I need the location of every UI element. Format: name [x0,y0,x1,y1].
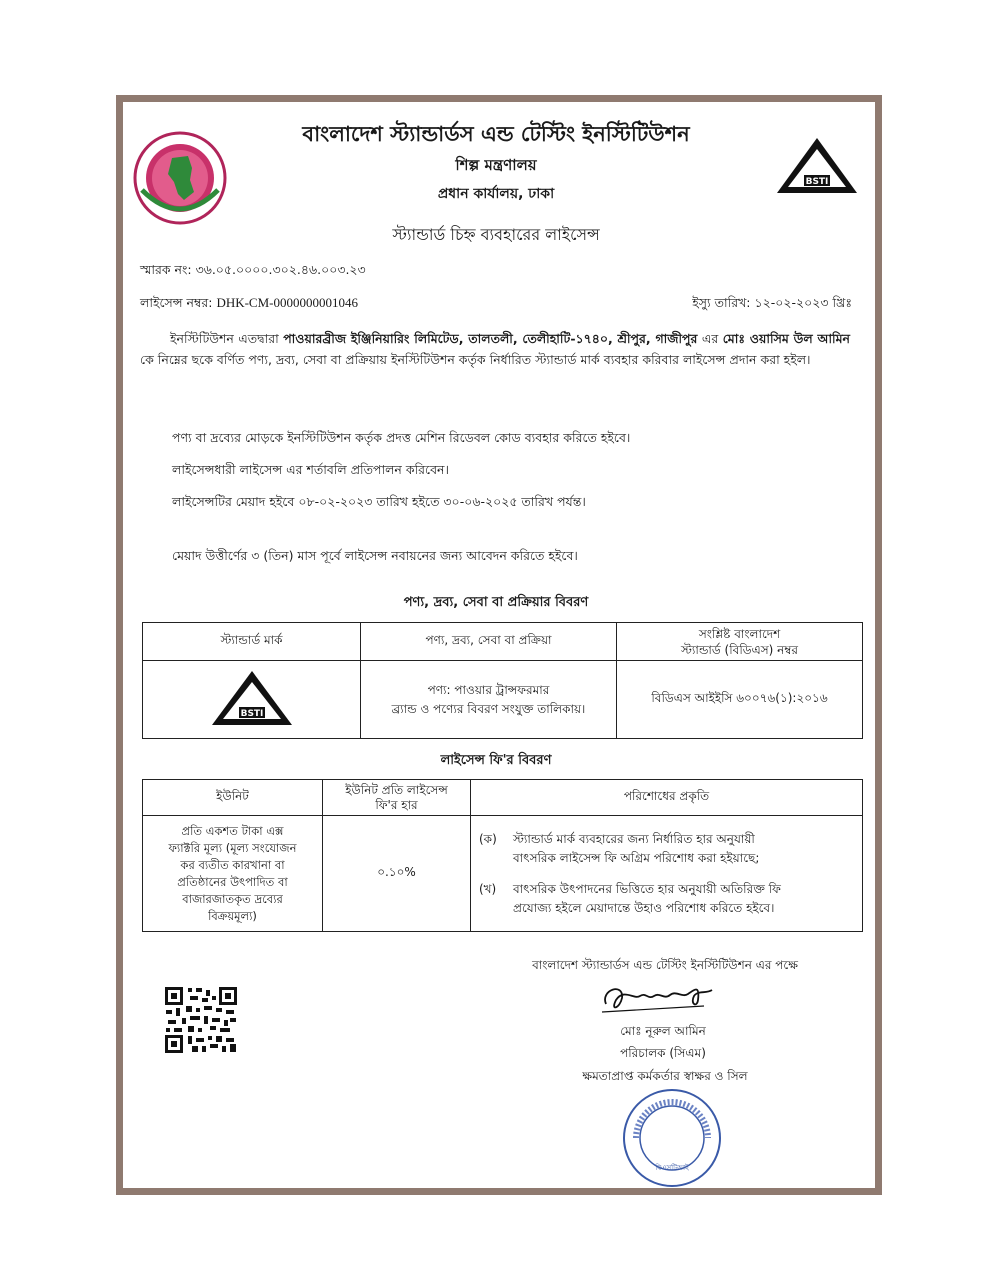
grant-paragraph [140,328,850,370]
license-number-label: লাইসেন্স নম্বর: [140,295,213,310]
authorized-signature-caption: ক্ষমতাপ্রাপ্ত কর্মকর্তার স্বাক্ষর ও সিল [582,1069,748,1083]
unit-line: বিক্রয়মূল্য) [208,908,257,923]
official-seal [620,1086,724,1190]
payment-item-kha-label: (খ) [479,881,497,896]
condition-machine-code: পণ্য বা দ্রব্যের মোড়কে ইনস্টিটিউশন কর্তৃক প্রদত্ত মেশিন রিডেবল কোড ব্যবহার করিতে হইবে। [172,430,631,445]
svg-text:বিএসটিআই: বিএসটিআই [655,1164,689,1172]
column-header-bds-number [617,623,863,661]
column-header-payment-nature: পরিশোধের প্রকৃতি [471,780,863,816]
fee-table-header-row [143,780,863,816]
fee-row [143,816,863,932]
product-name: পণ্য: পাওয়ার ট্রান্সফরমার [427,682,550,697]
payment-nature-cell [471,816,863,932]
svg-text:BSTI: BSTI [240,709,263,719]
column-header-bds-line1: সংশ্লিষ্ট বাংলাদেশ [698,626,781,641]
office-name: প্রধান কার্যালয়, ঢাকা [437,186,555,202]
payment-item-ka-line1: স্ট্যান্ডার্ড মার্ক ব্যবহারের জন্য নির্ধারিত হার অনুযায়ী [513,831,755,846]
payment-item-kha [479,880,854,918]
payment-item-kha-line1: বাৎসরিক উৎপাদনের ভিত্তিতে হার অনুযায়ী অতিরিক্ত ফি [513,881,781,896]
unit-line: বাজারজাতকৃত দ্রব্যের [182,891,283,906]
issue-date: ইস্যু তারিখ: ১২-০২-২০২৩ খ্রিঃ [692,295,852,310]
column-header-product: পণ্য, দ্রব্য, সেবা বা প্রক্রিয়া [361,623,617,661]
bsti-mark-icon [209,668,295,728]
unit-line: প্রতিষ্ঠানের উৎপাদিত বা [177,874,288,889]
document-title: স্ট্যান্ডার্ড চিহ্ন ব্যবহারের লাইসেন্স [392,225,600,244]
column-header-rate [323,780,471,816]
condition-compliance: লাইসেন্সধারী লাইসেন্স এর শর্তাবলি প্রতিপালন করিবেন। [172,462,449,477]
on-behalf-of: বাংলাদেশ স্ট্যান্ডার্ডস এন্ড টেস্টিং ইনস্টিটিউশন এর পক্ষে [532,958,798,972]
grant-text-post: কে নিম্নের ছকে বর্ণিত পণ্য, দ্রব্য, সেবা বা প্রক্রিয়ায় ইনস্টিটিউশন কর্তৃক নির্ধারিত স্ট্যান্ডার্ড মার্ক ব্যবহার করিবার লাইসেন্স প্রদান করা হইল। [140,352,811,367]
payment-item-kha-line2: প্রযোজ্য হইলে মেয়াদান্তে উহাও পরিশোধ করিতে হইবে। [513,900,775,915]
licensee-name: মোঃ ওয়াসিম উল আমিন [722,331,850,346]
standard-mark-cell [143,661,361,739]
grant-text-mid: এর [697,331,723,346]
unit-line: কর ব্যতীত কারখানা বা [180,857,285,872]
column-header-rate-line1: ইউনিট প্রতি লাইসেন্স [345,782,448,797]
product-table-heading: পণ্য, দ্রব্য, সেবা বা প্রক্রিয়ার বিবরণ [403,595,589,610]
svg-text:BSTI: BSTI [805,177,829,187]
payment-item-ka-text [513,830,759,868]
unit-line: ফ্যাক্টরি মূল্য (মূল্য সংযোজন [168,840,297,855]
institution-title: বাংলাদেশ স্ট্যান্ডার্ডস এন্ড টেস্টিং ইনস্টিটিউশন [302,122,690,146]
unit-line: প্রতি একশত টাকা এক্স [181,823,284,838]
product-row [143,661,863,739]
memo-number: স্মারক নং: ৩৬.০৫.০০০০.৩০২.৪৬.০০৩.২৩ [140,262,366,277]
renewal-notice: মেয়াদ উত্তীর্ণের ৩ (তিন) মাস পূর্বে লাইসেন্স নবায়নের জন্য আবেদন করিতে হইবে। [172,548,578,563]
handwritten-signature [594,978,718,1020]
signatory-designation: পরিচালক (সিএম) [620,1046,706,1060]
column-header-bds-line2: স্ট্যান্ডার্ড (বিডিএস) নম্বর [680,642,798,657]
column-header-standard-mark: স্ট্যান্ডার্ড মার্ক [143,623,361,661]
grant-text-pre: ইনস্টিটিউশন এতদ্বারা [170,331,284,346]
qr-code [164,986,238,1054]
fee-table-heading: লাইসেন্স ফি'র বিবরণ [440,753,552,768]
payment-item-ka-label: (ক) [479,831,497,846]
signatory-name: মোঃ নূরুল আমিন [620,1024,706,1038]
product-cell [361,661,617,739]
product-table-header-row [143,623,863,661]
ministry-name: শিল্প মন্ত্রণালয় [455,156,537,174]
payment-item-kha-text [513,880,781,918]
payment-item-ka-line2: বাৎসরিক লাইসেন্স ফি অগ্রিম পরিশোধ করা হইয়াছে; [513,850,760,865]
fee-rate: ০.১০% [323,816,471,932]
company-name: পাওয়ারব্রীজ ইঞ্জিনিয়ারিং লিমিটেড, তালতলী, তেলীহাটি-১৭৪০, শ্রীপুর, গাজীপুর [283,331,698,346]
product-note: ব্র্যান্ড ও পণ্যের বিবরণ সংযুক্ত তালিকায়। [391,701,586,716]
product-table [142,622,863,739]
column-header-unit: ইউনিট [143,780,323,816]
payment-item-ka [479,830,854,868]
license-validity: লাইসেন্সটির মেয়াদ হইবে ০৮-০২-২০২৩ তারিখ হইতে ৩০-০৬-২০২৫ তারিখ পর্যন্ত। [172,494,586,509]
column-header-rate-line2: ফি'র হার [375,797,418,812]
unit-description [143,816,323,932]
fee-table [142,779,863,932]
license-number [140,295,358,315]
bds-standard-number: বিডিএস আইইসি ৬০০৭৬(১):২০১৬ [617,661,863,739]
license-number-value: DHK-CM-0000000001046 [216,295,358,310]
